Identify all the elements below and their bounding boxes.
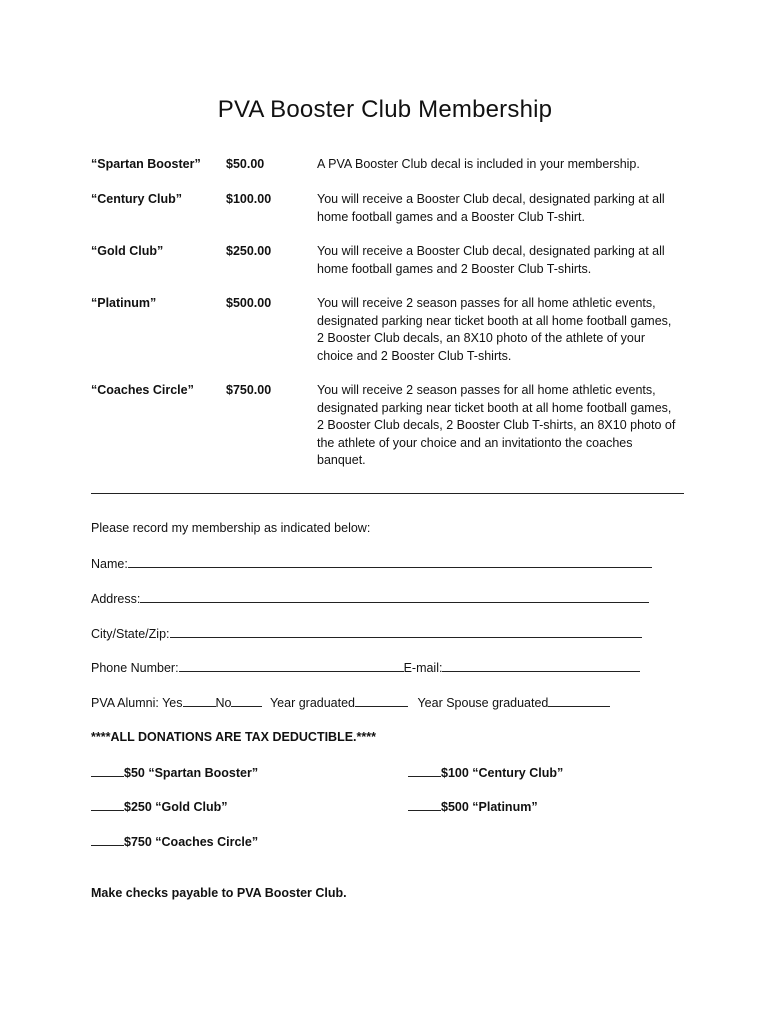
alumni-no-field[interactable] bbox=[231, 695, 262, 707]
tier-name: “Century Club” bbox=[91, 192, 182, 206]
tier-description: You will receive 2 season passes for all home athletic events, designated parking near ticket booth at all home football games, 2 Booster Club decals, 2 Booster Club T-shirts, an 8X10 photo of the athlete of your choice and an invitationto the coaches banquet. bbox=[317, 383, 676, 467]
name-row bbox=[91, 556, 652, 571]
tier-price: $50.00 bbox=[226, 157, 265, 171]
option-coaches-circle bbox=[91, 834, 258, 849]
year-graduated-label: Year graduated bbox=[269, 696, 355, 710]
option-label: $500 “Platinum” bbox=[441, 800, 538, 814]
checks-payable-note: Make checks payable to PVA Booster Club. bbox=[91, 886, 347, 900]
option-gold-club bbox=[91, 799, 228, 814]
tier-price: $100.00 bbox=[226, 192, 272, 206]
checkbox-line[interactable] bbox=[91, 799, 124, 811]
spouse-graduated-field[interactable] bbox=[548, 695, 610, 707]
email-field[interactable] bbox=[442, 660, 640, 672]
tier-description: You will receive 2 season passes for all home athletic events, designated parking near ticket booth at all home football games, 2 Booster Club decals, an 8X10 photo of the athlete of your choice and 2 Booster Club T-shirts. bbox=[317, 296, 672, 363]
tier-name: “Coaches Circle” bbox=[91, 383, 194, 397]
name-label: Name: bbox=[91, 557, 128, 571]
checkbox-line[interactable] bbox=[91, 834, 124, 846]
name-field[interactable] bbox=[128, 556, 652, 568]
year-graduated-field[interactable] bbox=[355, 695, 408, 707]
city-label: City/State/Zip: bbox=[91, 627, 170, 641]
option-label: $750 “Coaches Circle” bbox=[124, 835, 259, 849]
tier-price: $500.00 bbox=[226, 296, 272, 310]
address-label: Address: bbox=[91, 592, 141, 606]
checkbox-line[interactable] bbox=[91, 765, 124, 777]
tier-price: $750.00 bbox=[226, 383, 272, 397]
alumni-no-label: No bbox=[215, 696, 232, 710]
tier-description: A PVA Booster Club decal is included in your membership. bbox=[317, 157, 640, 171]
option-label: $100 “Century Club” bbox=[441, 766, 564, 780]
tier-description: You will receive a Booster Club decal, designated parking at all home football games and a Booster Club T-shirt. bbox=[317, 192, 665, 224]
tier-name: “Spartan Booster” bbox=[91, 157, 201, 171]
phone-label: Phone Number: bbox=[91, 661, 179, 675]
option-century-club bbox=[408, 765, 563, 780]
option-spartan-booster bbox=[91, 765, 258, 780]
page-title: PVA Booster Club Membership bbox=[217, 96, 553, 123]
tier-price: $250.00 bbox=[226, 244, 272, 258]
option-label: $50 “Spartan Booster” bbox=[124, 766, 259, 780]
city-row bbox=[91, 626, 642, 641]
checkbox-line[interactable] bbox=[408, 799, 441, 811]
spouse-graduated-label: Year Spouse graduated bbox=[417, 696, 549, 710]
phone-field[interactable] bbox=[179, 660, 404, 672]
section-divider bbox=[91, 493, 684, 494]
checkbox-line[interactable] bbox=[408, 765, 441, 777]
alumni-yes-label: PVA Alumni: Yes bbox=[91, 696, 183, 710]
form-intro: Please record my membership as indicated below: bbox=[91, 521, 371, 535]
phone-email-row bbox=[91, 660, 640, 675]
alumni-yes-field[interactable] bbox=[183, 695, 216, 707]
city-field[interactable] bbox=[170, 626, 642, 638]
tier-name: “Platinum” bbox=[91, 296, 157, 310]
address-row bbox=[91, 591, 649, 606]
tier-description: You will receive a Booster Club decal, designated parking at all home football games and 2 Booster Club T-shirts. bbox=[317, 244, 665, 276]
alumni-row bbox=[91, 695, 610, 710]
option-platinum bbox=[408, 799, 538, 814]
tier-name: “Gold Club” bbox=[91, 244, 164, 258]
email-label: E-mail: bbox=[403, 661, 443, 675]
option-label: $250 “Gold Club” bbox=[124, 800, 228, 814]
address-field[interactable] bbox=[140, 591, 649, 603]
tax-deductible-note: ****ALL DONATIONS ARE TAX DEDUCTIBLE.**** bbox=[91, 730, 376, 744]
